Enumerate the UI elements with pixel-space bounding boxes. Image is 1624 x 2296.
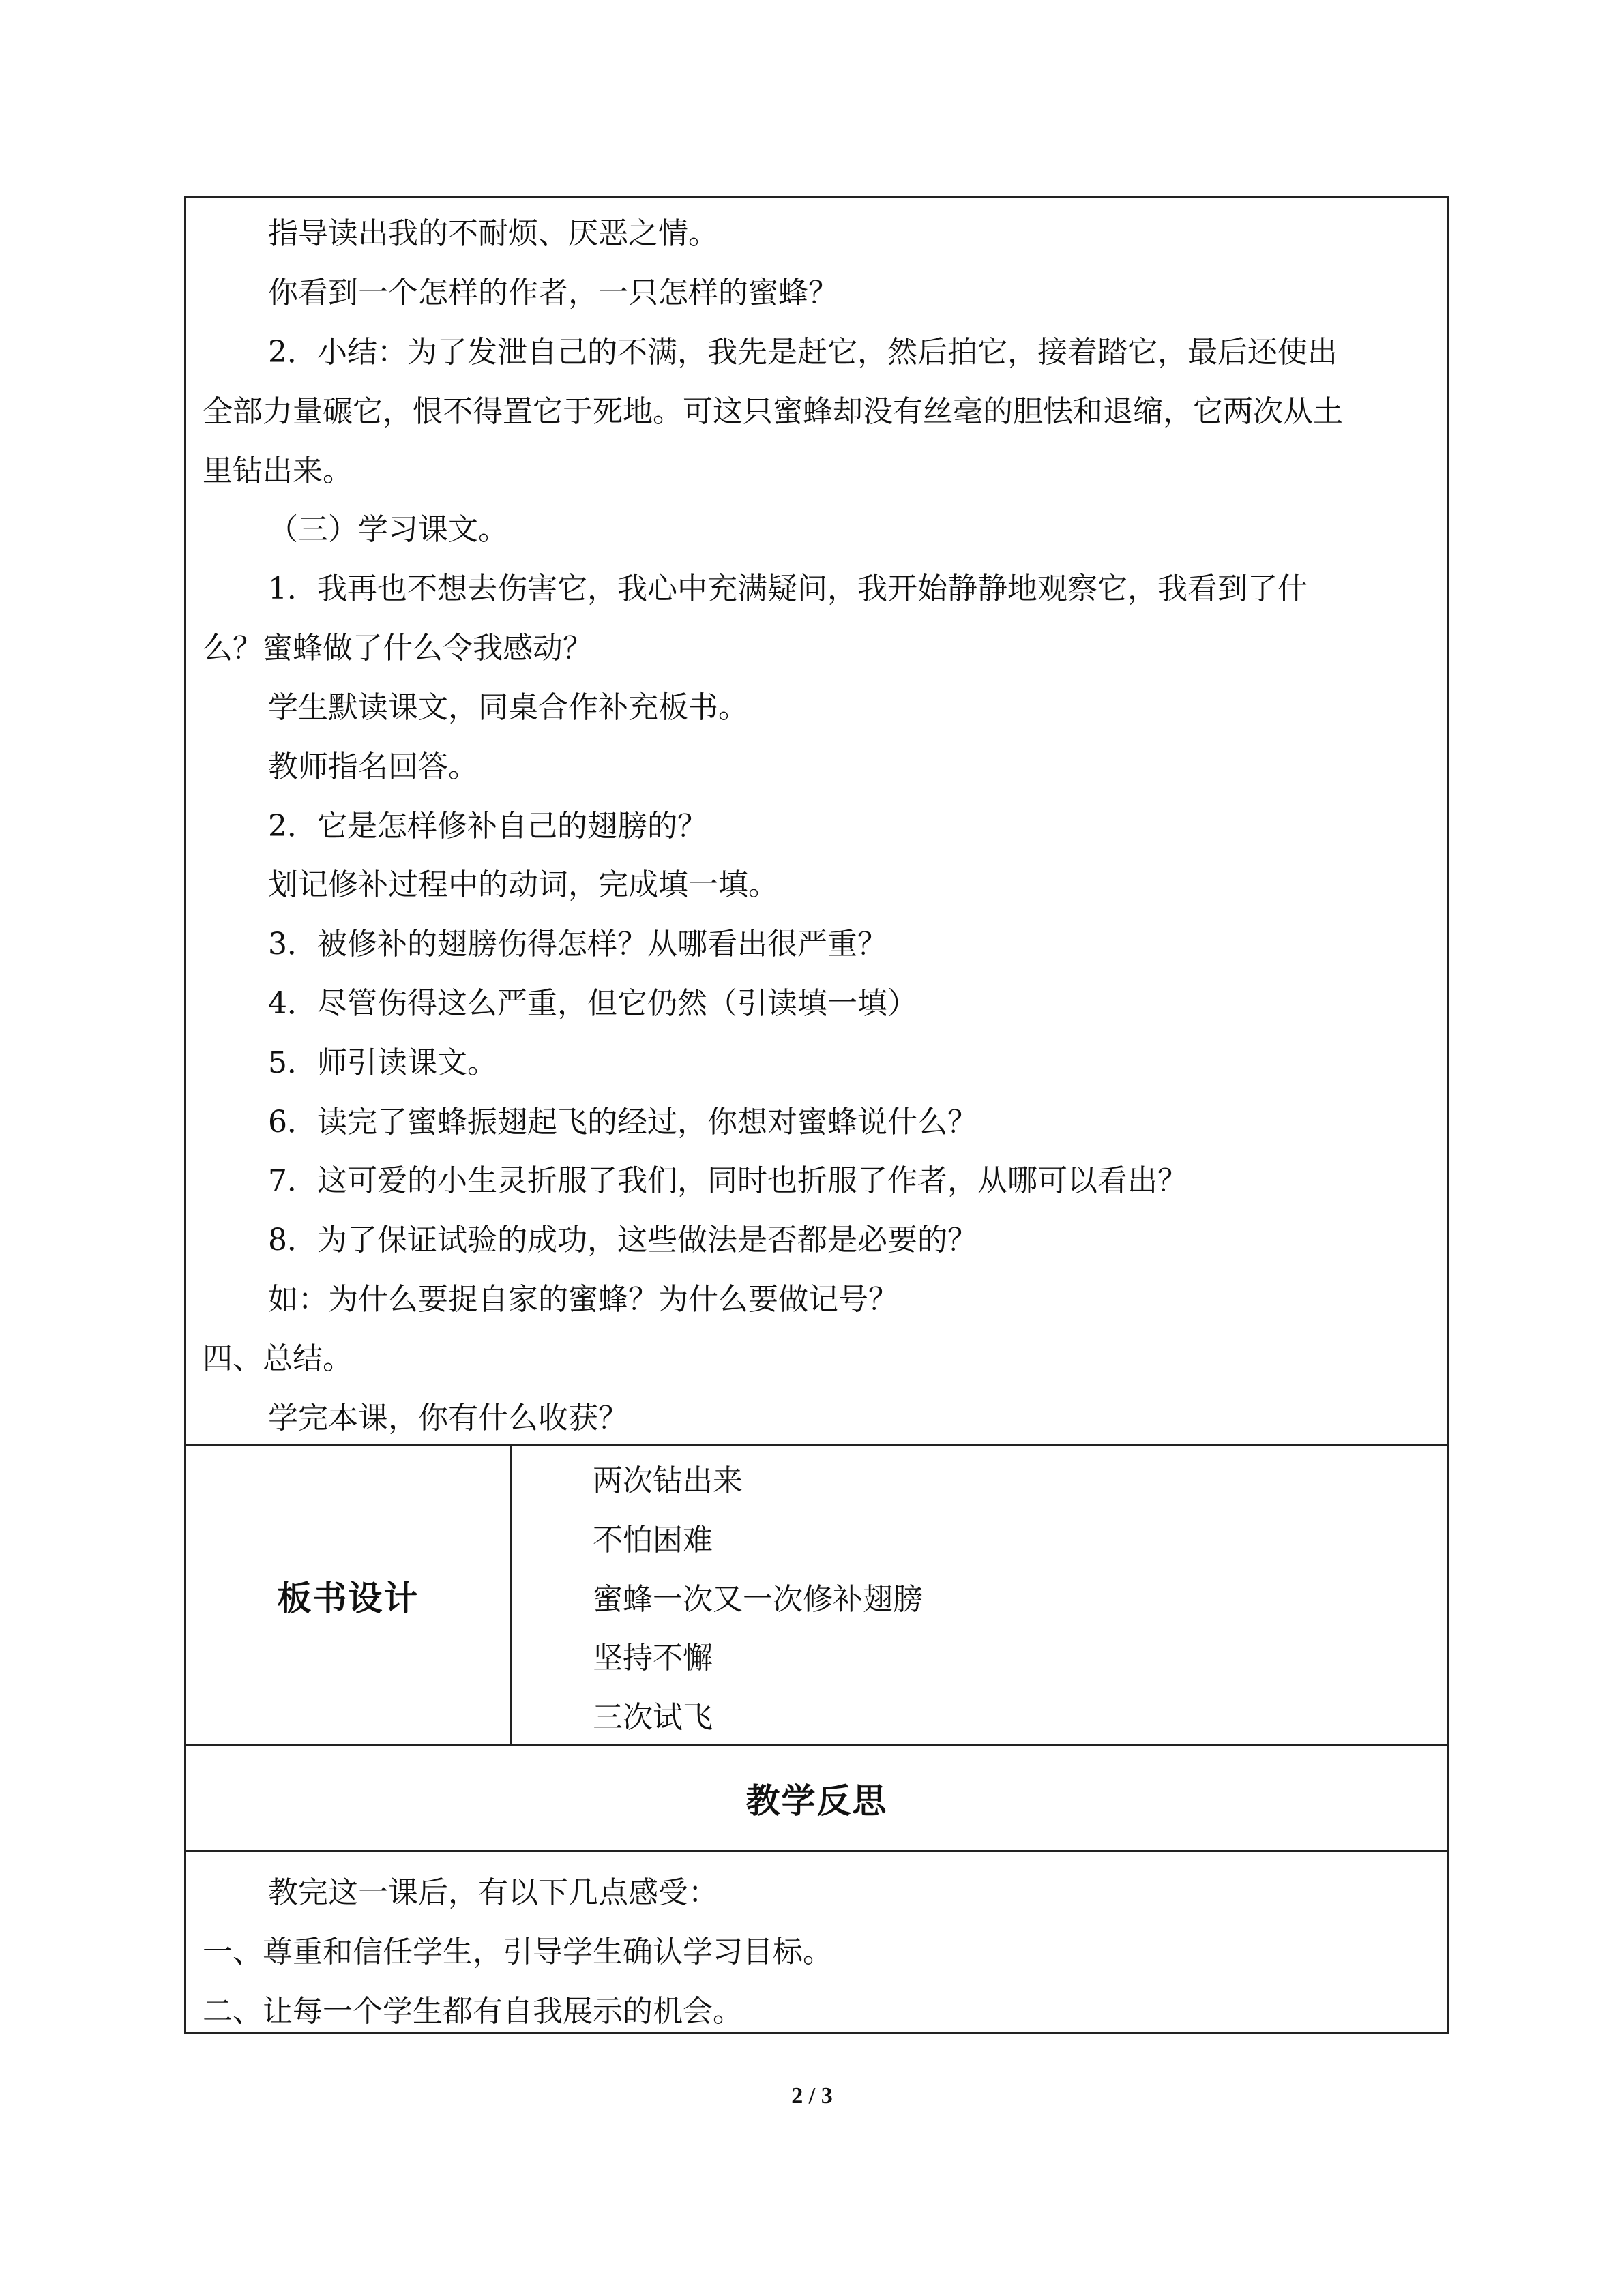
- teaching-process-cell: [186, 198, 1447, 1446]
- section-heading: 四、总结。: [203, 1341, 353, 1376]
- board-line: 坚持不懈: [593, 1641, 713, 1675]
- board-line: 两次钻出来: [593, 1463, 743, 1498]
- text-line: 1．我再也不想去伤害它，我心中充满疑问，我开始静静地观察它，我看到了什: [268, 571, 1308, 606]
- text-line: 4．尽管伤得这么严重，但它仍然（引读填一填）: [268, 986, 917, 1021]
- board-line: 不怕困难: [593, 1523, 713, 1557]
- text-line: 教师指名回答。: [268, 749, 478, 784]
- text-line: 学生默读课文，同桌合作补充板书。: [268, 690, 748, 725]
- text-line: 7．这可爱的小生灵折服了我们，同时也折服了作者，从哪可以看出？: [268, 1163, 1187, 1198]
- text-line: 2．它是怎样修补自己的翅膀的？: [268, 809, 707, 844]
- text-line: 2．小结：为了发泄自己的不满，我先是赶它，然后拍它，接着踏它，最后还使出: [268, 335, 1338, 370]
- text-line: 二、让每一个学生都有自我展示的机会。: [203, 1994, 743, 2029]
- board-line: 三次试飞: [593, 1700, 713, 1735]
- text-line: 全部力量碾它，恨不得置它于死地。可这只蜜蜂却没有丝毫的胆怯和退缩，它两次从土: [203, 394, 1343, 429]
- reflection-body-cell: [186, 1852, 1447, 2032]
- text-line: 么？蜜蜂做了什么令我感动？: [203, 631, 593, 666]
- reflection-title: 教学反思: [745, 1781, 888, 1821]
- text-line: （三）学习课文。: [268, 512, 508, 547]
- board-design-label-cell: [186, 1446, 512, 1744]
- text-line: 教完这一课后，有以下几点感受：: [268, 1875, 718, 1910]
- text-line: 如：为什么要捉自家的蜜蜂？为什么要做记号？: [268, 1282, 898, 1317]
- board-line: 蜜蜂一次又一次修补翅膀: [593, 1582, 923, 1617]
- text-line: 8．为了保证试验的成功，这些做法是否都是必要的？: [268, 1223, 977, 1257]
- text-line: 里钻出来。: [203, 453, 353, 488]
- text-line: 6．读完了蜜蜂振翅起飞的经过，你想对蜜蜂说什么？: [268, 1105, 977, 1139]
- text-line: 5．师引读课文。: [268, 1045, 497, 1080]
- text-line: 学完本课，你有什么收获？: [268, 1401, 628, 1435]
- board-design-row: [186, 1446, 1447, 1746]
- text-line: 一、尊重和信任学生，引导学生确认学习目标。: [203, 1935, 833, 1969]
- text-line: 3．被修补的翅膀伤得怎样？从哪看出很严重？: [268, 927, 887, 961]
- board-design-label: 板书设计: [277, 1578, 419, 1618]
- text-line: 指导读出我的不耐烦、厌恶之情。: [268, 216, 718, 251]
- text-line: 你看到一个怎样的作者，一只怎样的蜜蜂？: [268, 275, 838, 310]
- reflection-header-row: [186, 1746, 1447, 1852]
- lesson-plan-table: [184, 196, 1449, 2034]
- page-number: 2 / 3: [791, 2083, 833, 2108]
- text-line: 划记修补过程中的动词，完成填一填。: [268, 867, 778, 902]
